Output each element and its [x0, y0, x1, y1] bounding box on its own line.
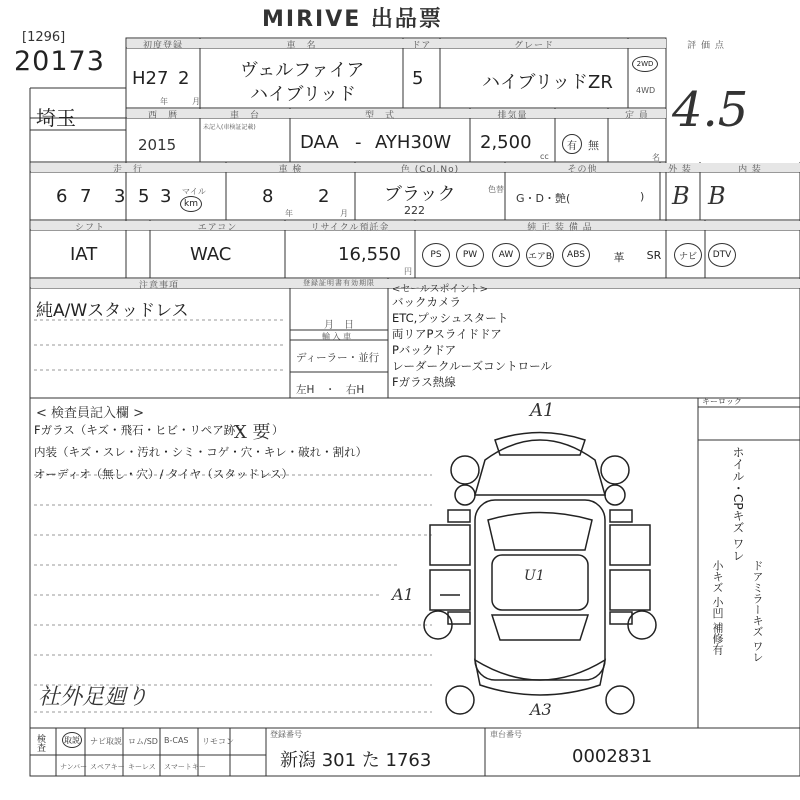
legend-line-3: ドアミラーキズ ワレ	[751, 560, 764, 663]
model-sep: -	[355, 132, 362, 153]
month-unit-1: 月	[192, 97, 200, 106]
first-reg-month: 2	[178, 68, 190, 89]
mile-unit: マイル	[182, 187, 206, 196]
inspector-title: < 検査員記入欄 >	[36, 406, 145, 421]
condition-close: )	[640, 190, 645, 203]
km-unit-circle	[180, 196, 202, 212]
sales-point-item: バックカメラ	[392, 295, 461, 309]
chassis-number: 0002831	[572, 746, 653, 767]
navi-label: ナビ取説	[90, 737, 122, 746]
equipment-item	[674, 243, 702, 267]
footer-inspect-label: 検査	[35, 734, 45, 752]
first-reg-label: 初度登録	[142, 41, 183, 51]
equipment-item	[708, 243, 736, 267]
reference-number: 20173	[14, 46, 105, 77]
rom-label: ロム/SD	[128, 737, 158, 746]
recycle-fee: 16,550	[338, 244, 401, 265]
year-unit-1: 年	[160, 97, 168, 106]
inspection-year: 8	[262, 186, 274, 207]
displacement-label: 排気量	[497, 111, 528, 121]
recycle-label: リサイクル預託金	[310, 223, 390, 233]
fglass-mark: X 要	[234, 422, 271, 443]
car-name-line2: ハイブリッド	[250, 84, 357, 105]
exterior-label: 外 装	[668, 165, 692, 175]
number-label: ナンバー	[60, 763, 88, 771]
equipment-item-label: DTV	[712, 250, 732, 260]
turbo-yes-circle	[562, 134, 582, 154]
color-label: 色 (Col.No)	[400, 165, 460, 175]
book-label: 取説	[64, 735, 80, 745]
equipment-item-label: エアB	[527, 251, 553, 262]
legend-line-1: ホイル・CPキズ ワレ	[731, 446, 745, 562]
sheet-title: MIRIVE 出品票	[262, 7, 443, 32]
equipment-label: 純 正 装 備 品	[527, 223, 593, 233]
aircon-value: WAC	[190, 244, 232, 265]
equipment-item	[526, 243, 554, 267]
turbo-yes-label: 有	[567, 140, 577, 152]
year-unit-2: 年	[285, 209, 293, 218]
sales-point-item: レーダークルーズコントロール	[392, 359, 552, 373]
chassis-no-label: 車台番号	[490, 730, 522, 739]
mileage-digit-3: 3	[114, 186, 126, 207]
mark-a1-side: A1	[392, 585, 414, 604]
car-name-line1: ヴェルファイア	[240, 60, 365, 81]
yen-unit: 円	[404, 267, 412, 276]
drive-4wd-label: 4WD	[636, 86, 656, 95]
lot-code: [1296]	[22, 30, 66, 45]
mark-a1-top: A1	[530, 400, 555, 421]
equipment-item-label: PW	[462, 250, 478, 260]
other-paint-label: 色替	[488, 185, 504, 194]
shift-label: シフト	[74, 223, 105, 233]
reg-no-label: 登録番号	[270, 730, 302, 739]
reg-number: 新潟 301 た 1763	[280, 750, 432, 771]
grade-label: グレード	[513, 41, 554, 51]
condition-tags: G・D・艶(	[516, 192, 571, 205]
inspection-label: 車 検	[278, 165, 303, 175]
equipment-item-label: SR	[646, 249, 662, 262]
chassis-note: 未記入(車検証記載)	[203, 124, 256, 131]
doors-label: ドア	[411, 41, 432, 51]
color-value: ブラック	[384, 184, 456, 205]
equipment-item-label: 革	[613, 251, 625, 264]
fglass-close: ）	[272, 423, 284, 437]
equipment-item	[422, 243, 450, 267]
interior-line: 内装（キズ・スレ・汚れ・シミ・コゲ・穴・キレ・破れ・割れ）	[34, 445, 368, 459]
dealer-label: ディーラー・並行	[296, 352, 380, 364]
equipment-item	[640, 249, 668, 262]
mileage-digit-1: 6	[56, 186, 68, 207]
doors-value: 5	[412, 68, 424, 89]
model-prefix: DAA	[300, 132, 339, 153]
smart-label: スマートキー	[164, 763, 206, 771]
equipment-item-label: PS	[430, 250, 442, 260]
rating-label: 評 価 点	[687, 41, 725, 51]
model-label: 型 式	[364, 111, 395, 121]
car-damage-diagram	[400, 400, 700, 730]
western-year-label: 西 暦	[147, 111, 178, 121]
bcas-label: B-CAS	[164, 736, 189, 745]
first-reg-era: H27	[132, 68, 169, 89]
sales-points-title: <セールスポイント>	[392, 284, 488, 295]
score-value: 4.5	[672, 82, 749, 138]
equipment-item	[605, 249, 633, 265]
cc-unit: cc	[540, 152, 549, 161]
seating-unit: 名	[652, 153, 660, 162]
turbo-no-label: 無	[588, 139, 599, 152]
inspection-month: 2	[318, 186, 330, 207]
km-unit: km	[184, 199, 198, 209]
color-no: 222	[404, 204, 425, 217]
keyless-label: キーレス	[128, 763, 156, 771]
sales-point-item: Fガラス熱線	[392, 375, 456, 389]
mark-u1-center: U1	[524, 568, 545, 584]
prefecture: 埼玉	[36, 106, 76, 130]
aircon-label: エアコン	[197, 223, 238, 233]
fglass-line: Fガラス（キズ・飛石・ヒビ・リペア跡・	[34, 423, 247, 437]
equipment-item	[456, 243, 484, 267]
mileage-label: 走 行	[112, 165, 143, 175]
import-label: 輸 入 車	[322, 332, 352, 341]
steering-label: 左H ・ 右H	[296, 384, 365, 396]
mileage-digit-2: 7	[80, 186, 92, 207]
book-circle	[62, 732, 82, 748]
key-lock-label: キーロック	[702, 397, 742, 406]
car-name-label: 車 名	[286, 41, 317, 51]
caution-note: 純A/Wスタッドレス	[36, 301, 189, 321]
equipment-item-label: AW	[498, 250, 514, 260]
equipment-item-label: ABS	[567, 250, 585, 260]
model-code: AYH30W	[375, 132, 452, 153]
sales-point-item: Pバックドア	[392, 343, 457, 357]
western-year-value: 2015	[138, 136, 177, 154]
interior-grade: B	[708, 182, 726, 210]
grade-value: ハイブリッドZR	[482, 72, 613, 93]
remote-label: リモコン	[202, 737, 234, 746]
shade-label: その他	[567, 165, 598, 175]
drive-2wd-label: 2WD	[636, 60, 654, 68]
sales-point-item: 両リアPスライドドア	[392, 327, 502, 341]
month-unit-2: 月	[340, 209, 348, 218]
audio-line: オーディオ（無し・穴）/ タイヤ（スタッドレス）	[34, 467, 294, 481]
equipment-item	[562, 243, 590, 267]
mileage-digit-5: 3	[160, 186, 172, 207]
caution-label: 注意事項	[138, 281, 179, 291]
month-day-label: 月 日	[324, 320, 354, 331]
shift-value: IAT	[70, 244, 98, 265]
displacement-value: 2,500	[480, 132, 532, 153]
drive-2wd-circle	[632, 56, 658, 72]
sales-point-item: ETC,プッシュスタート	[392, 311, 509, 325]
interior-label: 内 装	[738, 165, 762, 175]
exterior-grade: B	[672, 182, 690, 210]
mark-a3-bottom: A3	[530, 700, 552, 719]
equipment-item	[492, 243, 520, 267]
equipment-item-label: ナビ	[678, 251, 697, 262]
handwritten-note: 社外足廻り	[38, 685, 149, 710]
seating-label: 定 員	[625, 111, 649, 121]
spare-label: スペアキー	[90, 763, 125, 771]
registration-label: 登録証明書有効期限	[303, 279, 375, 287]
legend-line-2: 小キズ 小凹 補修有	[711, 560, 724, 655]
chassis-label: 車 台	[229, 111, 260, 121]
mileage-digit-4: 5	[138, 186, 150, 207]
